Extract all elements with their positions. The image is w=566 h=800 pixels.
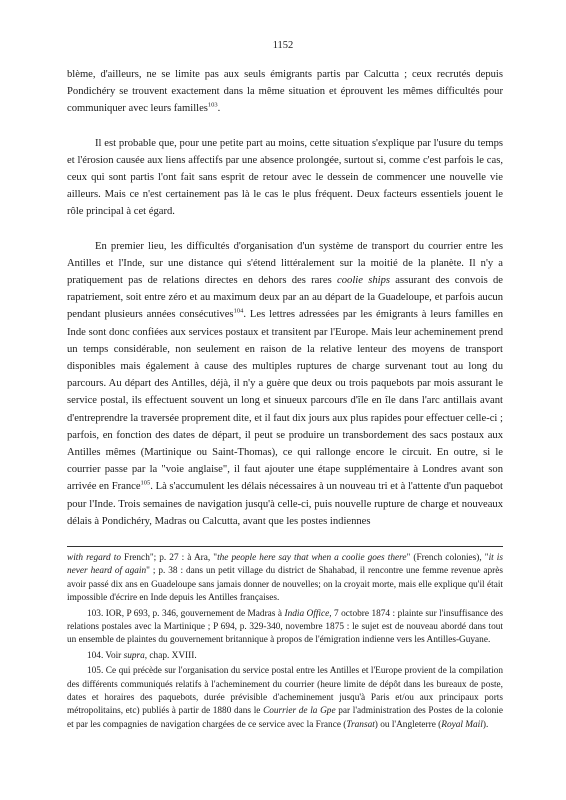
paragraph-3-part-a: En premier lieu, les difficultés d'organisation d'un système de transport du courrier entre les Antilles et l'Inde, sur une distance qui s'étend littéralement sur la moitié de la planète. Il n'y a pratiquement pas de relations directes en dehors des rares [67,240,503,287]
footnote-separator [67,546,503,547]
fn-103-text-a: 103. IOR, P 693, p. 346, gouvernement de Madras à [87,608,285,619]
fn-cont-text-3: " ; p. 38 : dans un petit village du district de Shahabad, il rencontre une femme revenue après avoir passé dix ans en Guadeloupe sans jamais donner de nouvelles; on la croyait morte, mais elle explique qu'il était impossible d'écrire en Inde depuis les Antilles françaises. [67,566,504,604]
fn-104-italic: supra [123,650,145,661]
footnote-104 [67,650,503,663]
footnote-continued [67,552,503,606]
footnote-ref-105[interactable]: 105 [140,479,151,487]
fn-103-italic: India Office [284,608,330,619]
fn-cont-text-2: " (French colonies), " [406,553,489,563]
fn-104-text-b: , chap. XVIII. [144,650,197,661]
fn-105-italic-1: Courrier de la Gpe [263,706,336,717]
paragraph-3-italic: coolie ships [337,275,391,287]
paragraph-3 [67,238,503,530]
footnote-ref-104[interactable]: 104 [233,307,244,315]
paragraph-2: Il est probable que, pour une petite part au moins, cette situation s'explique par l'usure du temps et l'érosion causée aux liens affectifs par une absence prolongée, surtout si, comme c'est parfois le cas, ceux qui sont partis l'ont fait sans esprit de retour avec le dessein de commencer une nouvelle vie ailleurs. Mais ce n'est certainement pas là le cas le plus fréquent. Deux facteurs essentiels jouent le rôle principal à cet égard. [67,137,503,218]
footnotes [67,552,503,732]
paragraph-3-part-d: . Là s'accumulent les délais nécessaires à un nouveau tri et à l'attente d'un paquebot pour l'Inde. Trois semaines de navigation jusqu'à celle-ci, puis nouvelle rupture de charge et nouveaux délais à Pondichéry, Madras ou Calcutta, avant que les postes indiennes [67,481,503,527]
paragraph-1-end: . [217,103,221,115]
body-text [67,66,503,530]
fn-103-text-b: , 7 octobre 1874 : plainte sur l'insuffisance des relations postales avec la Martinique ; P 694, p. 329-340, novembre 1875 : le sujet est de nouveau abordé dans tout un ensemble de plaintes du gouvernement britannique à propos de l'émigration indienne vers les Antilles-Guyane. [67,608,503,646]
page-number: 1152 [272,40,294,51]
fn-cont-italic-1: with regard to [67,553,121,563]
footnote-ref-103[interactable]: 103 [207,101,218,109]
fn-105-text-b: par l'administration des Postes de la colonie et par les compagnies de navigation chargées de ce service avec la France ( [67,706,503,730]
fn-cont-italic-2: the people here say that when a coolie goes there [217,553,407,563]
fn-105-text-c: ) ou l'Angleterre ( [374,719,442,730]
footnote-103 [67,608,503,648]
fn-105-italic-2: Transat [346,719,375,730]
fn-cont-italic-3: it is never heard of again [67,553,503,577]
fn-105-text-a: 105. Ce qui précède sur l'organisation du service postal entre les Antilles et l'Europe provient de la compilation des différents communiqués relatifs à l'acheminement du courrier (heure limite de dépôt dans les bureaux de poste, dates et horaires des paquebots, durée prévisible d'acheminement jusqu'à Paris et/ou aux principaux ports métropolitains, etc) publiés à partir de 1880 dans le [67,666,503,717]
paragraph-1-text: blème, d'ailleurs, ne se limite pas aux seuls émigrants partis par Calcutta ; ceux recrutés depuis Pondichéry se trouvent exactement dans la même situation et éprouvent les mêmes difficultés pour communiquer avec leurs familles [67,69,503,115]
fn-105-italic-3: Royal Mail [441,719,483,730]
fn-104-text-a: 104. Voir [87,650,124,661]
paragraph-3-part-b: assurant des convois de rapatriement, soit entre zéro et au maximum deux par an au départ de la Guadeloupe, et parfois aucun pendant plusieurs années consécutives [67,275,503,321]
fn-cont-text-1: French"; p. 27 : à Ara, " [120,553,218,563]
paragraph-3-part-c: . Les lettres adressées par les émigrants à leurs familles en Inde sont donc confiées aux services postaux et transitent par l'Europe. Mais leur acheminement prend un temps considérable, non seulement en raison de la relative lenteur des moyens de transport disponibles mais également à cause des multiples ruptures de charge survenant tout au long du parcours. Au départ des Antilles, déjà, il n'y a guère que deux ou trois paquebots par mois assurant le service postal, ils effectuent souvent un long et sinueux parcours d'île en île dans l'arc antillais avant d'entreprendre la traversée proprement dite, et il faut dix jours aux plus rapides pour effectuer celle-ci ; parfois, en fonction des dates de départ, il peut se produire un transbordement des sacs postaux aux Antilles mêmes (Martinique ou Saint-Thomas), ce qui rallonge encore le circuit. En outre, si le courrier passe par la "voie anglaise", il faut ajouter une étape supplémentaire à Londres avant son arrivée en France [67,309,503,493]
fn-105-text-d: ). [482,719,489,730]
footnote-105 [67,665,503,732]
paragraph-1 [67,66,503,118]
